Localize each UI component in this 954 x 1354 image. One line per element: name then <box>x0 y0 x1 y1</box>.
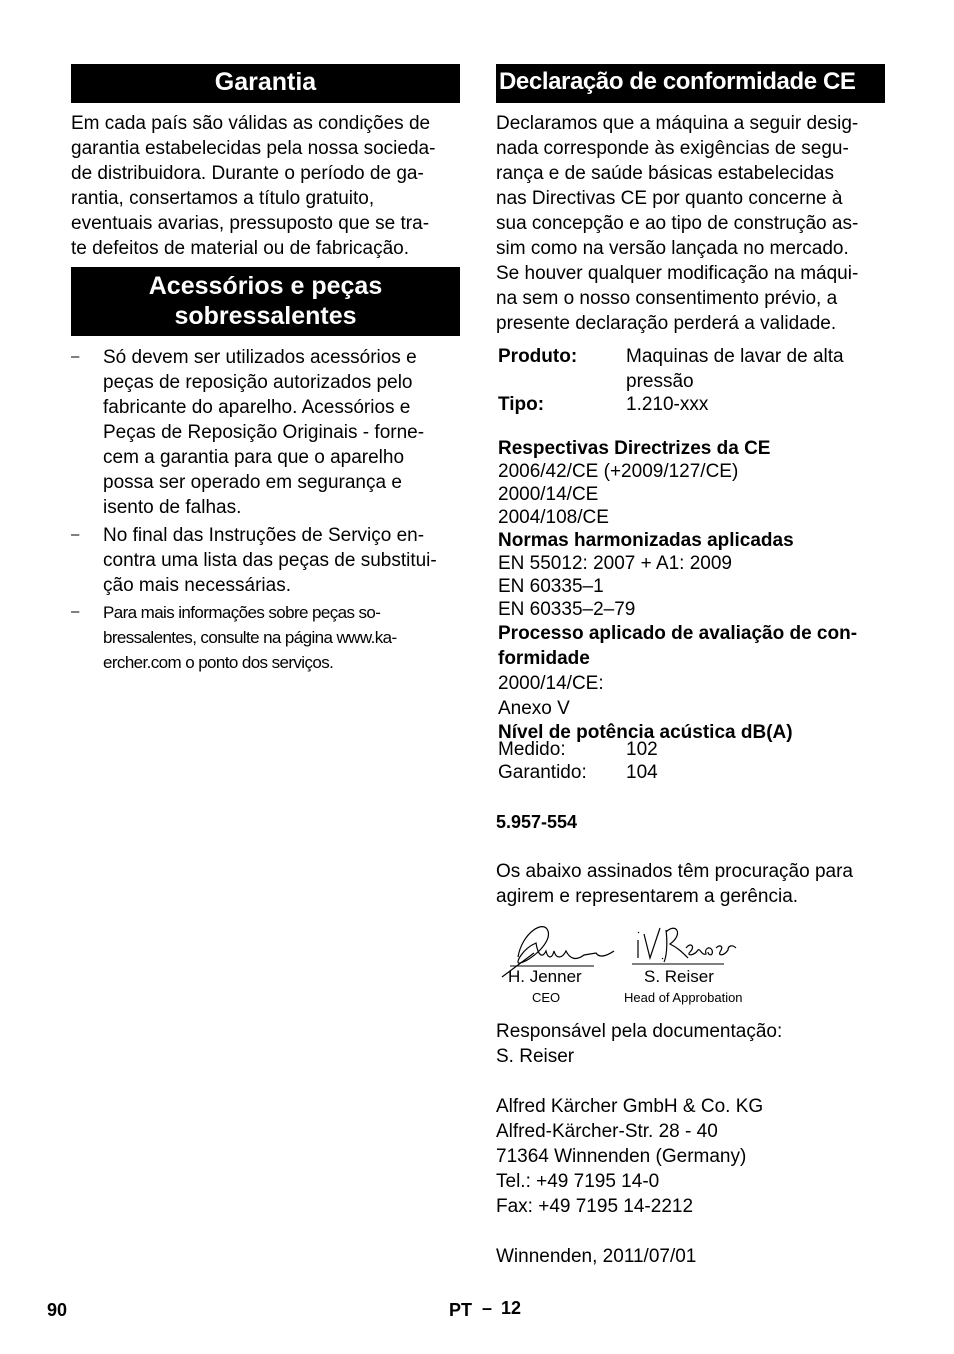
text-line: isento de falhas. <box>103 497 242 518</box>
normas-heading: Normas harmonizadas aplicadas <box>498 530 794 551</box>
text-line: ercher.com o ponto dos serviços. <box>103 653 334 672</box>
page-number: 90 <box>47 1300 68 1320</box>
text-line: bressalentes, consulte na página www.ka- <box>103 628 397 647</box>
garantia-title: Garantia <box>214 68 317 96</box>
tipo-value: 1.210-xxx <box>626 394 709 415</box>
text-line: 2006/42/CE (+2009/127/CE) <box>498 461 739 482</box>
section-heading-declaracao <box>496 64 885 103</box>
garantido-value: 104 <box>626 762 658 783</box>
text-line: garantia estabelecidas pela nossa socieda- <box>71 138 436 159</box>
text-line: peças de reposição autorizados pelo <box>103 372 413 393</box>
list-item-text <box>103 600 463 675</box>
text-line: Fax: +49 7195 14-2212 <box>496 1196 694 1217</box>
signer2-name: S. Reiser <box>644 967 714 986</box>
text-line: 71364 Winnenden (Germany) <box>496 1146 747 1167</box>
signer1-role: CEO <box>532 990 561 1005</box>
acessorios-title-line: sobressalentes <box>174 302 357 330</box>
processo-heading: Processo aplicado de avaliação de con- <box>498 623 858 644</box>
text-line: Se houver qualquer modificação na máqui- <box>496 263 859 284</box>
produto-label: Produto: <box>498 346 578 367</box>
signer2-role: Head of Approbation <box>624 990 743 1005</box>
footer-lang: PT <box>449 1300 473 1320</box>
list-item-text <box>103 345 463 520</box>
text-line: EN 55012: 2007 + A1: 2009 <box>498 553 733 574</box>
responsavel-block <box>496 1019 891 1069</box>
text-line: 2004/108/CE <box>498 507 609 528</box>
garantia-paragraph <box>71 111 460 261</box>
text-line: Os abaixo assinados têm procuração para <box>496 861 853 882</box>
signers-paragraph <box>496 859 891 909</box>
text-line: Anexo V <box>498 698 570 719</box>
section-heading-acessorios <box>71 267 460 336</box>
footer-dash: – <box>482 1298 493 1318</box>
acessorios-title-line: Acessórios e peças <box>148 272 383 300</box>
text-line: nada corresponde às exigências de segu- <box>496 138 849 159</box>
text-line: 2000/14/CE: <box>498 673 604 694</box>
produto-row <box>496 344 885 394</box>
text-line: na sem o nosso consentimento prévio, a <box>496 288 838 309</box>
nivel-heading: Nível de potência acústica dB(A) <box>498 722 793 743</box>
bullet-dash: – <box>71 348 80 365</box>
produto-value <box>626 344 886 394</box>
tipo-label: Tipo: <box>498 394 545 415</box>
section-heading-garantia <box>71 64 460 103</box>
text-line: Tel.: +49 7195 14-0 <box>496 1171 660 1192</box>
text-line: presente declaração perderá a validade. <box>496 313 837 334</box>
text-line: de distribuidora. Durante o período de ga- <box>71 163 424 184</box>
responsavel-name: S. Reiser <box>496 1046 575 1067</box>
declaracao-intro <box>496 111 891 336</box>
list-item-text <box>103 523 463 598</box>
text-line: sim como na versão lançada no mercado. <box>496 238 849 259</box>
text-line: te defeitos de material ou de fabricação. <box>71 238 409 259</box>
tipo-row <box>496 392 885 417</box>
responsavel-label: Responsável pela documentação: <box>496 1021 783 1042</box>
text-line: pressão <box>626 371 694 392</box>
text-line: Maquinas de lavar de alta <box>626 346 844 367</box>
text-line: Só devem ser utilizados acessórios e <box>103 347 417 368</box>
bullet-dash: – <box>71 526 80 543</box>
text-line: sua concepção e ao tipo de construção as- <box>496 213 859 234</box>
directrizes-heading: Respectivas Directrizes da CE <box>498 438 771 459</box>
text-line: Declaramos que a máquina a seguir desig- <box>496 113 859 134</box>
declaration-details <box>498 437 890 744</box>
footer-section-page: 12 <box>501 1298 522 1318</box>
text-line: Em cada país são válidas as condições de <box>71 113 431 134</box>
text-line: Alfred-Kärcher-Str. 28 - 40 <box>496 1121 718 1142</box>
text-line: possa ser operado em segurança e <box>103 472 402 493</box>
text-line: rança e de saúde básicas estabelecidas <box>496 163 835 184</box>
text-line: Peças de Reposição Originais - forne- <box>103 422 425 443</box>
medido-value: 102 <box>626 739 658 760</box>
text-line: eventuais avarias, pressuposto que se tra- <box>71 213 430 234</box>
text-line: ção mais necessárias. <box>103 575 291 596</box>
list-item <box>71 600 460 680</box>
text-line: EN 60335–1 <box>498 576 604 597</box>
text-line: fabricante do aparelho. Acessórios e <box>103 397 411 418</box>
processo-heading: formidade <box>498 648 590 669</box>
garantido-label: Garantido: <box>498 762 587 783</box>
garantido-row <box>496 760 885 783</box>
company-address <box>496 1094 891 1219</box>
text-line: No final das Instruções de Serviço en- <box>103 525 425 546</box>
place-date: Winnenden, 2011/07/01 <box>496 1246 697 1267</box>
text-line: agirem e representarem a gerência. <box>496 886 799 907</box>
text-line: cem a garantia para que o aparelho <box>103 447 405 468</box>
text-line: contra uma lista das peças de substitui- <box>103 550 437 571</box>
doc-number: 5.957-554 <box>496 812 578 832</box>
signer1-name: H. Jenner <box>508 967 582 986</box>
text-line: Alfred Kärcher GmbH & Co. KG <box>496 1096 764 1117</box>
list-item <box>71 523 460 603</box>
medido-row <box>496 737 885 760</box>
text-line: EN 60335–2–79 <box>498 599 636 620</box>
list-item <box>71 345 460 525</box>
declaracao-title: Declaração de conformidade CE <box>499 68 856 95</box>
text-line: rantia, consertamos a título gratuito, <box>71 188 375 209</box>
text-line: nas Directivas CE por quanto concerne à <box>496 188 843 209</box>
medido-label: Medido: <box>498 739 566 760</box>
bullet-dash: – <box>71 603 80 620</box>
text-line: Para mais informações sobre peças so- <box>103 603 381 622</box>
text-line: 2000/14/CE <box>498 484 599 505</box>
